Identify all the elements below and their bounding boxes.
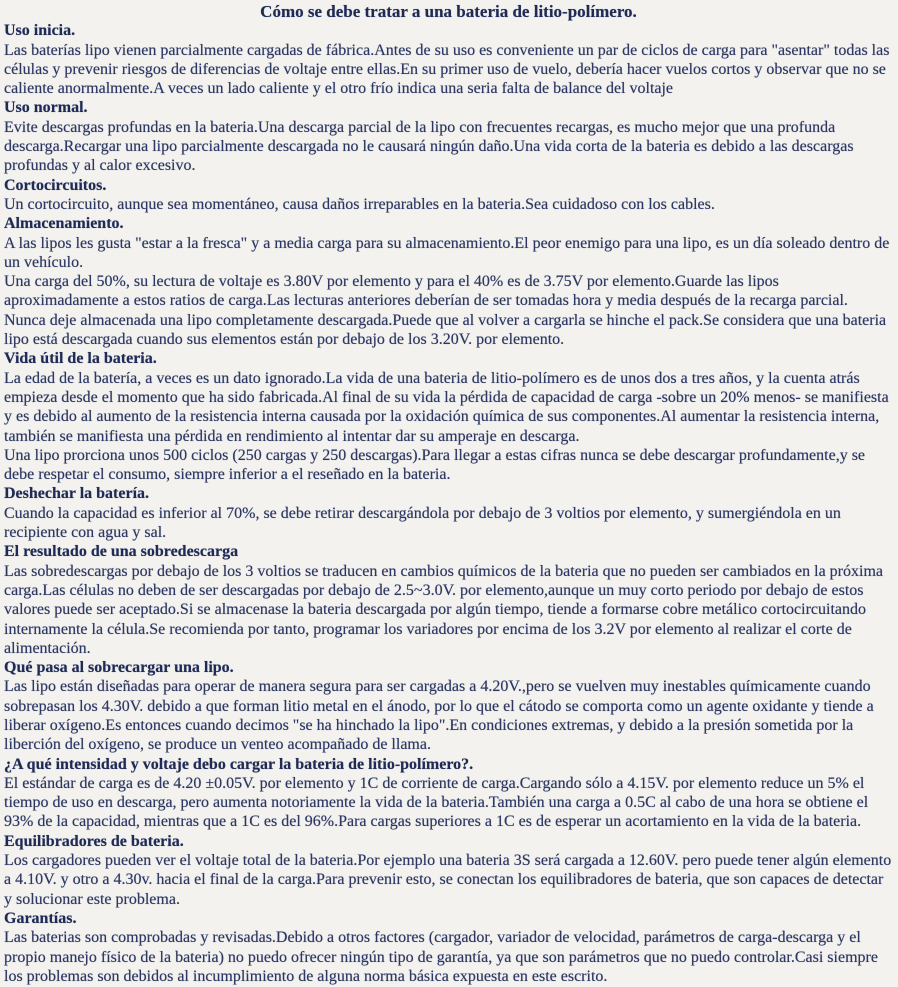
- section-equilibradores: [4, 832, 893, 909]
- section-heading: Deshechar la batería.: [4, 485, 150, 503]
- paragraph: Una carga del 50%, su lectura de voltaje es 3.80V por elemento y para el 40% es de 3.75V por elemento.Guarde las lipos aproximadamente a estos ratios de carga.Las lecturas anteriores deberían de ser tomadas hora y media después de la recarga parcial. Nunca deje almacenada una lipo completamente descargada.Puede que al volver a cargarla se hinche el pack.Se considera que una bateria lipo está descargada cuando sus elementos están por debajo de los 3.20V. por elemento.: [4, 273, 887, 349]
- paragraph: Evite descargas profundas en la bateria.Una descarga parcial de la lipo con frecuentes recargas, es mucho mejor que una profunda descarga.Recargar una lipo parcialmente descargada no le causará ningún daño.Una vida corta de la bateria es debido a las descargas profundas y al calor excesivo.: [4, 118, 854, 175]
- section-heading: Equilibradores de bateria.: [4, 832, 184, 850]
- page-title: Cómo se debe tratar a una bateria de litio-polímero.: [260, 2, 637, 21]
- paragraph: La edad de la batería, a veces es un dato ignorado.La vida de una bateria de litio-polímero es de unos dos a tres años, y la cuenta atrás empieza desde el momento que ha sido fabricada.Al final de su vida la pérdida de capacidad de carga -sobre un 20% menos- se manifiesta y es debido al aumento de la resistencia interna causada por la oxidación química de sus componentes.Al aumentar la resistencia interna, también se manifiesta una pérdida en rendimiento al intentar dar su amperaje en descarga.: [4, 369, 889, 445]
- section-cortocircuitos: [4, 176, 893, 215]
- section-heading: Vida útil de la bateria.: [4, 350, 157, 368]
- paragraph: Un cortocircuito, aunque sea momentáneo, causa daños irreparables en la bateria.Sea cuidadoso con los cables.: [4, 195, 715, 213]
- section-heading: Uso normal.: [4, 99, 88, 117]
- paragraph: Las lipo están diseñadas para operar de manera segura para ser cargadas a 4.20V.,pero se vuelven muy inestables químicamente cuando sobrepasan los 4.30V. debido a que forman litio metal en el ánodo, por lo que el cátodo se comporta como un agente oxidante y tiende a liberar oxígeno.Es entonces cuando decimos "se ha hinchado la lipo".En condiciones extremas, y debido a la presión sometida por la liberción del oxígeno, se produce un venteo acompañado de llama.: [4, 678, 874, 754]
- section-garantias: [4, 909, 893, 986]
- section-heading: Almacenamiento.: [4, 215, 124, 233]
- section-uso-inicial: [4, 21, 893, 98]
- section-vida-util: [4, 349, 893, 484]
- section-intensidad-voltaje: [4, 755, 893, 832]
- section-sobredescarga: [4, 542, 893, 658]
- section-heading: ¿A qué intensidad y voltaje debo cargar la bateria de litio-polímero?.: [4, 755, 474, 773]
- paragraph: Las baterias son comprobadas y revisadas.Debido a otros factores (cargador, variador de velocidad, parámetros de carga-descarga y el propio manejo físico de la bateria) no puedo ofrecer ningún tipo de garantía, ya que son parámetros que no puedo controlar.Casi siempre los problemas son debidos al incumplimiento de alguna norma básica expuesta en este escrito.: [4, 929, 878, 985]
- section-heading: Qué pasa al sobrecargar una lipo.: [4, 659, 234, 677]
- paragraph: Una lipo prorciona unos 500 ciclos (250 cargas y 250 descargas).Para llegar a estas cifras nunca se debe descargar profundamente,y se debe respetar el consumo, siempre inferior a el reseñado en la bateria.: [4, 446, 866, 484]
- paragraph: El estándar de carga es de 4.20 ±0.05V. por elemento y 1C de corriente de carga.Cargando sólo a 4.15V. por elemento reduce un 5% el tiempo de uso en descarga, pero aumenta notoriamente la vida de la bateria.También una carga a 0.5C al cabo de una hora se obtiene el 93% de la capacidad, mientras que a 1C es del 96%.Para cargas superiores a 1C es de esperar un acortamiento en la vida de la bateria.: [4, 774, 869, 831]
- section-heading: Garantías.: [4, 909, 77, 927]
- paragraph: Cuando la capacidad es inferior al 70%, se debe retirar descargándola por debajo de 3 voltios por elemento, y sumergiéndola en un recipiente con agua y sal.: [4, 504, 841, 542]
- paragraph: A las lipos les gusta "estar a la fresca" y a media carga para su almacenamiento.El peor enemigo para una lipo, es un día soleado dentro de un vehículo.: [4, 234, 890, 271]
- section-almacenamiento: [4, 214, 893, 349]
- paragraph: Las baterías lipo vienen parcialmente cargadas de fábrica.Antes de su uso es conveniente un par de ciclos de carga para "asentar" todas las células y prevenir riesgos de diferencias de voltaje entre ellas.En su primer uso de vuelo, debería hacer vuelos cortos y observar que no se caliente anormalmente.A veces un lado caliente y el otro frío indica una seria falta de balance del voltaje: [4, 41, 890, 98]
- section-sobrecargar: [4, 658, 893, 754]
- section-heading: Uso inicia.: [4, 22, 76, 40]
- section-heading: Cortocircuitos.: [4, 176, 107, 194]
- section-uso-normal: [4, 98, 893, 175]
- paragraph: Las sobredescargas por debajo de los 3 voltios se traducen en cambios químicos de la bateria que no pueden ser cambiados en la próxima carga.Las células no deben de ser descargadas por debajo de 2.5~3.0V. por elemento,aunque un muy corto periodo por debajo de estos valores puede ser aceptado.Si se almacenase la bateria descargada por algún tiempo, tiende a formarse cobre metálico cortocircuitando internamente la célula.Se recomienda por tanto, programar los variadores por encima de los 3.2V por elemento al realizar el corte de alimentación.: [4, 562, 883, 657]
- section-deshechar: [4, 484, 893, 542]
- section-heading: El resultado de una sobredescarga: [4, 543, 239, 561]
- paragraph: Los cargadores pueden ver el voltaje total de la bateria.Por ejemplo una bateria 3S será cargada a 12.60V. pero puede tener algún elemento a 4.10V. y otro a 4.30v. hacia el final de la carga.Para prevenir esto, se conectan los equilibradores de bateria, que son capaces de detectar y solucionar este problema.: [4, 852, 892, 908]
